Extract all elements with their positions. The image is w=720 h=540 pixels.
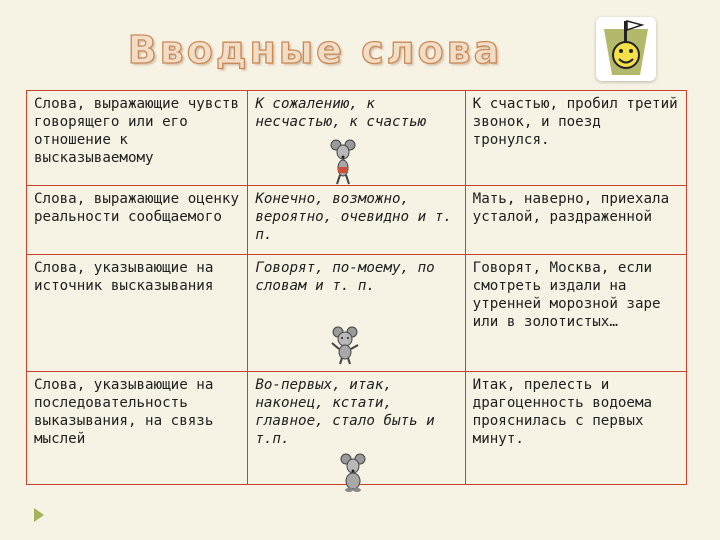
introductory-words-table [26,90,687,485]
mouse-waving-icon [330,325,360,365]
sentence-cell: Итак, прелесть и драгоценность водоема прояснилась с первых минут. [465,372,686,485]
category-cell: Слова, выражающие оценку реальности сообщаемого [27,186,248,255]
sentence-cell: Мать, наверно, приехала усталой, раздраженной [465,186,686,255]
mouse-standing-icon [330,137,356,187]
examples-cell: Говорят, по-моему, по словам и т. п. [248,255,465,372]
table-row [27,91,687,186]
next-slide-arrow-icon[interactable] [34,508,44,522]
examples-cell: Во-первых, итак, наконец, кстати, главное, стало быть и т.п. [248,372,465,485]
examples-cell: К сожалению, к несчастью, к счастью [248,91,465,186]
smiley-flag-logo-icon [596,17,656,81]
mouse-sitting-icon [340,452,366,494]
category-cell: Слова, указывающие на последовательность выказывания, на связь мыслей [27,372,248,485]
sentence-cell: К счастью, пробил третий звонок, и поезд тронулся. [465,91,686,186]
category-cell: Слова, указывающие на источник высказывания [27,255,248,372]
examples-cell: Конечно, возможно, вероятно, очевидно и т. п. [248,186,465,255]
category-cell: Слова, выражающие чувств говорящего или его отношение к высказываемому [27,91,248,186]
sentence-cell: Говорят, Москва, если смотреть издали на утренней морозной заре или в золотистых… [465,255,686,372]
table-row [27,186,687,255]
slide-title: Вводные слова [127,28,503,72]
